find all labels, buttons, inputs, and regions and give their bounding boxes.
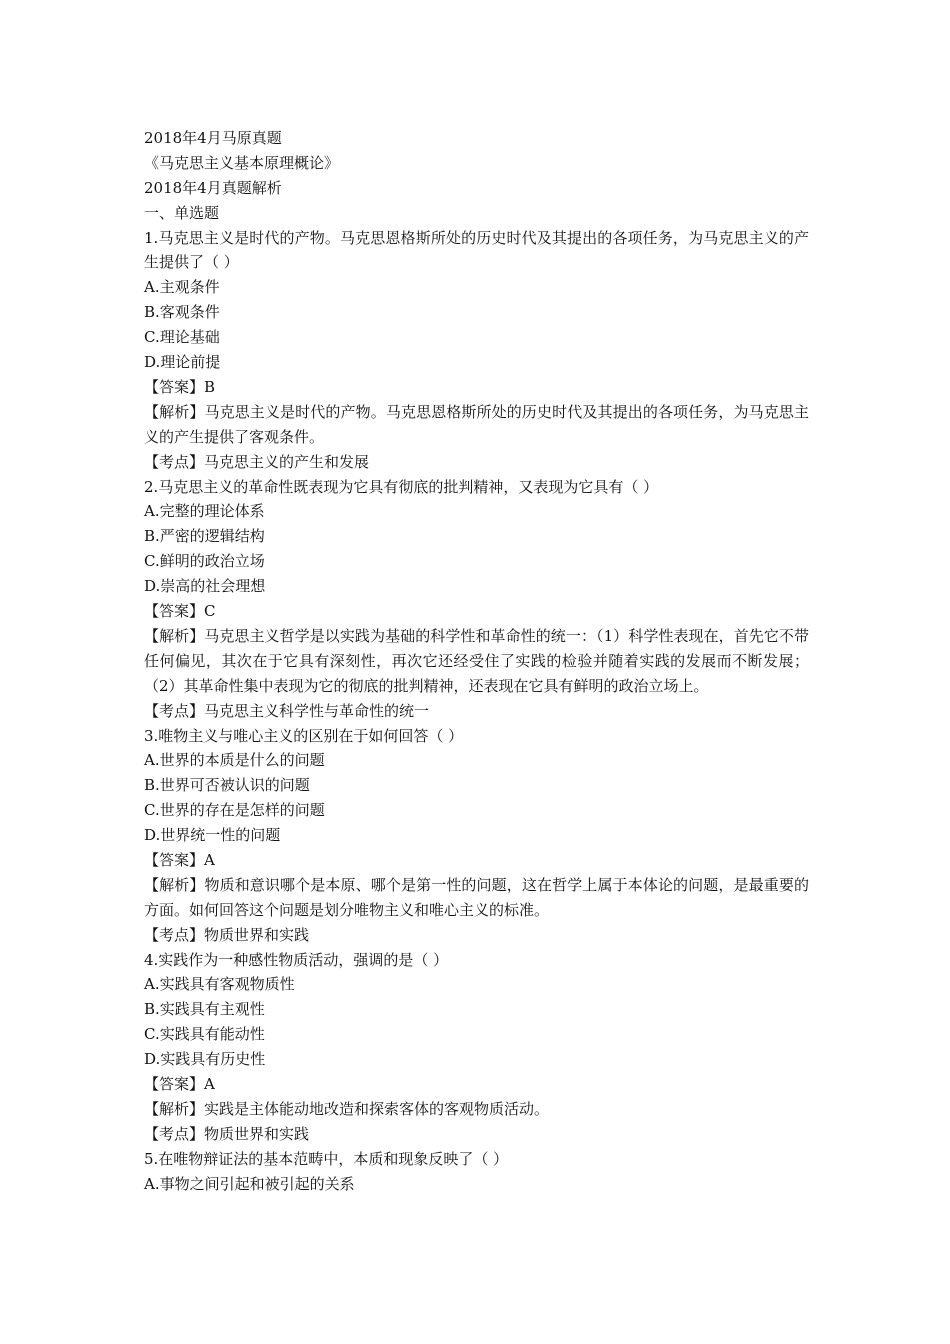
- question-stem: 2.马克思主义的革命性既表现为它具有彻底的批判精神，又表现为它具有（ ）: [144, 477, 659, 496]
- option: A.事物之间引起和被引起的关系: [144, 1174, 355, 1193]
- option: C.鲜明的政治立场: [144, 552, 265, 571]
- analysis: 【解析】马克思主义是时代的产物。马克思恩格斯所处的历史时代及其提出的各项任务，为马克思主义的产生提供了客观条件。: [144, 402, 809, 446]
- analysis: 【解析】实践是主体能动地改造和探索客体的客观物质活动。: [144, 1099, 550, 1118]
- option: B.客观条件: [144, 303, 220, 322]
- book-title: 《马克思主义基本原理概论》: [144, 153, 340, 172]
- section-heading: 一、单选题: [144, 203, 220, 222]
- option: C.世界的存在是怎样的问题: [144, 801, 325, 820]
- option: A.完整的理论体系: [144, 502, 265, 521]
- doc-title: 2018年4月马原真题: [144, 129, 282, 147]
- analysis: 【解析】马克思主义哲学是以实践为基础的科学性和革命性的统一：（1）科学性表现在，首先它不带任何偏见，其次在于它具有深刻性，再次它还经受住了实践的检验并随着实践的发展而不断发展；（2）其革命性集中表现为它的彻底的批判精神，还表现在它具有鲜明的政治立场上。: [144, 626, 809, 695]
- answer: 【答案】A: [144, 1075, 215, 1094]
- option: B.严密的逻辑结构: [144, 527, 265, 546]
- question-stem: 5.在唯物辩证法的基本范畴中，本质和现象反映了（ ）: [144, 1149, 509, 1168]
- document-page: [144, 126, 809, 1197]
- question-stem: 1.马克思主义是时代的产物。马克思恩格斯所处的历史时代及其提出的各项任务，为马克思主义的产生提供了（ ）: [144, 228, 809, 272]
- question-stem: 4.实践作为一种感性物质活动，强调的是（ ）: [144, 950, 449, 969]
- option: A.实践具有客观物质性: [144, 975, 295, 994]
- exam-point: 【考点】马克思主义的产生和发展: [144, 452, 370, 471]
- analysis: 【解析】物质和意识哪个是本原、哪个是第一性的问题，这在哲学上属于本体论的问题，是最重要的方面。如何回答这个问题是划分唯物主义和唯心主义的标准。: [144, 875, 809, 919]
- option: C.实践具有能动性: [144, 1025, 265, 1044]
- option: D.理论前提: [144, 353, 221, 372]
- option: A.主观条件: [144, 278, 220, 297]
- answer: 【答案】A: [144, 850, 215, 869]
- answer: 【答案】C: [144, 602, 216, 620]
- exam-point: 【考点】物质世界和实践: [144, 925, 310, 944]
- option: B.实践具有主观性: [144, 1000, 265, 1019]
- option: A.世界的本质是什么的问题: [144, 751, 325, 770]
- option: D.实践具有历史性: [144, 1050, 266, 1069]
- doc-subtitle: 2018年4月真题解析: [144, 178, 282, 197]
- option: B.世界可否被认识的问题: [144, 776, 310, 795]
- exam-point: 【考点】物质世界和实践: [144, 1124, 310, 1143]
- answer: 【答案】B: [144, 377, 216, 396]
- option: C.理论基础: [144, 328, 220, 347]
- option: D.世界统一性的问题: [144, 826, 281, 845]
- exam-point: 【考点】马克思主义科学性与革命性的统一: [144, 701, 430, 720]
- option: D.崇高的社会理想: [144, 577, 266, 596]
- question-stem: 3.唯物主义与唯心主义的区别在于如何回答（ ）: [144, 726, 464, 745]
